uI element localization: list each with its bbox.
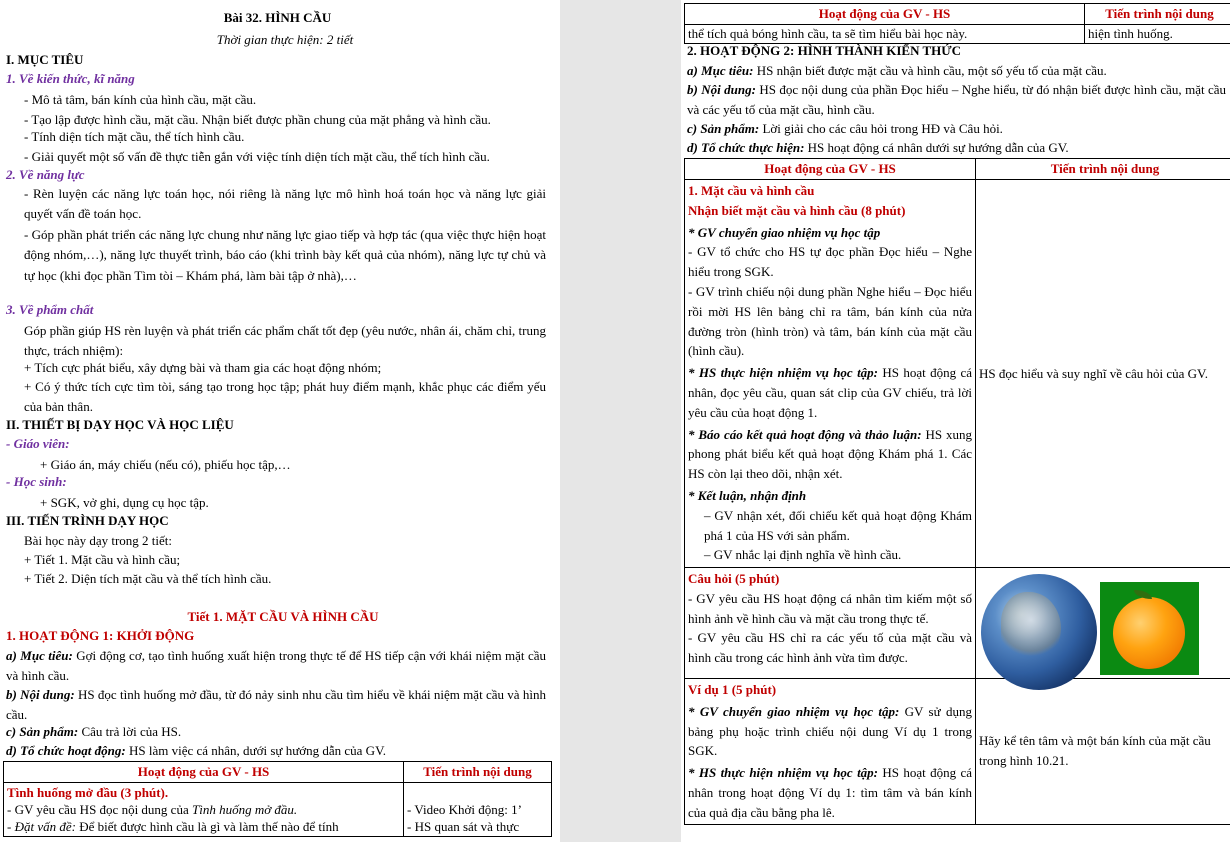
sphere-section-subtitle: Nhận biết mặt cầu và hình cầu (8 phút) xyxy=(688,202,906,218)
table-header-content: Tiến trình nội dung xyxy=(1085,4,1230,25)
activity-2-organization: d) Tổ chức thực hiện: HS hoạt động cá nhân dưới sự hướng dẫn của GV. xyxy=(687,140,1069,155)
activity-2-heading: 2. HOẠT ĐỘNG 2: HÌNH THÀNH KIẾN THỨC xyxy=(687,43,961,58)
example-response-text: Hãy kể tên tâm và một bán kính của mặt cầu trong hình 10.21. xyxy=(979,733,1211,769)
earth-image xyxy=(981,574,1097,690)
student-observe-note: - HS quan sát và thực xyxy=(407,819,520,834)
situation-step-2: - Đặt vấn đề: Để biết được hình cầu là gì và làm thế nào để tính xyxy=(7,819,339,834)
table-row xyxy=(685,180,1230,568)
student-item: + SGK, vở ghi, dụng cụ học tập. xyxy=(40,495,209,510)
question-section-title: Câu hỏi (5 phút) xyxy=(688,571,780,586)
activity-2-goal: a) Mục tiêu: HS nhận biết được mặt cầu và hình cầu, một số yếu tố của mặt cầu. xyxy=(687,63,1107,78)
lesson-1-heading: Tiết 1. MẶT CẦU VÀ HÌNH CẦU xyxy=(187,609,379,624)
knowledge-item-4: - Giải quyết một số vấn đề thực tiễn gắn với việc tính diện tích mặt cầu, thể tích hình cầu. xyxy=(24,149,490,164)
question-step-2: - GV yêu cầu HS chỉ ra các yếu tố của mặt cầu và hình cầu trong các hình ảnh vừa tìm được. xyxy=(688,630,972,666)
sphere-section-response xyxy=(976,180,1230,568)
section-objectives: I. MỤC TIÊU xyxy=(6,52,84,67)
table-header-content: Tiến trình nội dung xyxy=(404,762,552,783)
section-process: III. TIẾN TRÌNH DẠY HỌC xyxy=(6,513,169,528)
continued-cell-activity: thể tích quả bóng hình cầu, ta sẽ tìm hiểu bài học này. xyxy=(685,25,1085,44)
teacher-label: - Giáo viên: xyxy=(6,436,70,451)
question-step-1: - GV yêu cầu HS hoạt động cá nhân tìm kiếm một số hình ảnh về hình cầu và mặt cầu trong thực tế. xyxy=(688,590,972,626)
continued-cell-content: hiện tình huống. xyxy=(1085,25,1230,44)
subsection-qualities: 3. Về phẩm chất xyxy=(6,302,94,317)
lesson-title: Bài 32. HÌNH CẦU xyxy=(223,10,332,25)
competence-item-2: - Góp phần phát triển các năng lực chung như năng lực giao tiếp và hợp tác (qua việc thực hiện hoạt động nhóm,…), năng lực thuyết trình, báo cáo (khi trình bày kết quả của nhóm), năng lực tự chủ và tự học (khi đọc phần Tìm tòi – Khám phá, làm bài tập ở nhà),… xyxy=(24,227,546,283)
table-header-activity: Hoạt động của GV - HS xyxy=(4,762,404,783)
left-page xyxy=(0,0,560,842)
activity-1-heading: 1. HOẠT ĐỘNG 1: KHỞI ĐỘNG xyxy=(6,628,195,643)
orange-image xyxy=(1100,582,1199,675)
example-section-title: Ví dụ 1 (5 phút) xyxy=(688,682,777,697)
sphere-section-title: 1. Mặt cầu và hình cầu xyxy=(688,183,815,198)
activity-1-product: c) Sản phẩm: Câu trả lời của HS. xyxy=(6,724,182,739)
table-row xyxy=(4,783,552,837)
knowledge-item-1: - Mô tả tâm, bán kính của hình cầu, mặt cầu. xyxy=(24,92,257,107)
section-equipment: II. THIẾT BỊ DẠY HỌC VÀ HỌC LIỆU xyxy=(6,417,234,432)
table-header-activity: Hoạt động của GV - HS xyxy=(685,4,1085,25)
orange-leaf xyxy=(1134,590,1152,599)
right-page xyxy=(681,0,1230,842)
knowledge-item-3: - Tính diện tích mặt cầu, thể tích hình cầu. xyxy=(24,129,245,144)
qualities-item-2: + Có ý thức tích cực tìm tòi, sáng tạo trong học tập; phát huy điểm mạnh, khắc phục các điểm yếu của bản thân. xyxy=(24,379,546,415)
process-intro: Bài học này dạy trong 2 tiết: xyxy=(24,533,173,548)
situation-step-1: - GV yêu cầu HS đọc nội dung của Tình huống mở đầu. xyxy=(7,802,298,817)
sphere-response-text: HS đọc hiểu và suy nghĩ về câu hỏi của GV. xyxy=(979,365,1209,381)
example-section-response xyxy=(976,679,1230,825)
sphere-report: * Báo cáo kết quả hoạt động và thảo luận: HS xung phong phát biểu kết quả hoạt động Khám phá 1. Các HS còn lại theo dõi, nhận xét. xyxy=(688,426,972,482)
student-label: - Học sinh: xyxy=(6,474,67,489)
example-task-assign: * GV chuyển giao nhiệm vụ học tập: GV sử dụng bảng phụ hoặc trình chiếu nội dung Ví dụ 1 trong SGK. xyxy=(688,703,972,759)
sphere-task-assign: * GV chuyển giao nhiệm vụ học tập xyxy=(688,224,881,240)
sphere-conclusion-1: – GV nhận xét, đối chiếu kết quả hoạt động Khám phá 1 của HS với sản phẩm. xyxy=(704,507,972,543)
table-header-activity: Hoạt động của GV - HS xyxy=(685,159,976,180)
lesson-time: Thời gian thực hiện: 2 tiết xyxy=(216,32,354,47)
table-row xyxy=(685,679,1230,825)
activity-2-table xyxy=(684,158,1230,825)
sphere-student-task: * HS thực hiện nhiệm vụ học tập: HS hoạt động cá nhân, đọc yêu cầu, quan sát clip của GV chiếu, trả lời yêu cầu của hoạt động 1. xyxy=(688,365,972,420)
subsection-competence: 2. Về năng lực xyxy=(6,167,85,182)
qualities-item-1: + Tích cực phát biểu, xây dựng bài và tham gia các hoạt động nhóm; xyxy=(24,360,382,375)
teacher-item: + Giáo án, máy chiếu (nếu có), phiếu học tập,… xyxy=(40,457,291,472)
activity-1-organization: d) Tổ chức hoạt động: HS làm việc cá nhân, dưới sự hướng dẫn của GV. xyxy=(6,743,387,758)
sphere-conclusion-2: – GV nhắc lại định nghĩa về hình cầu. xyxy=(704,547,902,563)
activity-1-goal: a) Mục tiêu: Gợi động cơ, tạo tình huống xuất hiện trong thực tế để HS tiếp cận với khái niệm mặt cầu và hình cầu. xyxy=(6,648,546,684)
orange-fruit xyxy=(1113,597,1185,669)
knowledge-item-2: - Tạo lập được hình cầu, mặt cầu. Nhận biết được phần chung của mặt phẳng và hình cầu. xyxy=(24,112,491,127)
activity-2-product: c) Sản phẩm: Lời giải cho các câu hỏi trong HĐ và Câu hỏi. xyxy=(687,121,1003,136)
competence-item-1: - Rèn luyện các năng lực toán học, nói riêng là năng lực mô hình hoá toán học và năng lực giải quyết vấn đề toán học. xyxy=(24,186,546,222)
activity-1-content: b) Nội dung: HS đọc tình huống mở đầu, từ đó nảy sinh nhu cầu tìm hiểu về khái niệm mặt cầu và hình cầu. xyxy=(6,687,546,723)
process-lesson-2: + Tiết 2. Diện tích mặt cầu và thể tích hình cầu. xyxy=(24,571,272,586)
example-student-task: * HS thực hiện nhiệm vụ học tập: HS hoạt động cá nhân trong hoạt động Ví dụ 1: tìm tâm và bán kính của quả địa cầu bằng pha lê. xyxy=(688,765,972,820)
activity-1-table xyxy=(3,761,552,837)
sphere-conclusion-label: * Kết luận, nhận định xyxy=(688,487,807,503)
table-row xyxy=(685,25,1230,44)
activity-2-content: b) Nội dung: HS đọc nội dung của phần Đọc hiểu – Nghe hiểu, từ đó nhận biết được hình cầu, mặt cầu và các yếu tố của mặt cầu, hình cầu. xyxy=(687,82,1227,118)
process-lesson-1: + Tiết 1. Mặt cầu và hình cầu; xyxy=(24,552,181,567)
qualities-intro: Góp phần giúp HS rèn luyện và phát triển các phẩm chất tốt đẹp (yêu nước, nhân ái, chăm chỉ, trung thực, trách nhiệm): xyxy=(24,323,546,359)
situation-heading: Tình huống mở đầu (3 phút). xyxy=(7,785,169,800)
table-header-content: Tiến trình nội dung xyxy=(976,159,1230,180)
subsection-knowledge: 1. Về kiến thức, kĩ năng xyxy=(6,71,135,86)
table-row xyxy=(685,568,1230,679)
sphere-step-read: - GV tổ chức cho HS tự đọc phần Đọc hiểu – Nghe hiểu trong SGK. xyxy=(688,244,972,280)
question-images xyxy=(976,568,1230,679)
sphere-step-present: - GV trình chiếu nội dung phần Nghe hiểu – Đọc hiểu rồi mời HS lên bảng chỉ ra tâm, bán kính của nửa đường tròn (hình tròn) và tâm, bán kính của mặt cầu (hình cầu). xyxy=(688,283,972,359)
continued-table xyxy=(684,3,1230,44)
video-note: - Video Khởi động: 1’ xyxy=(407,802,522,817)
